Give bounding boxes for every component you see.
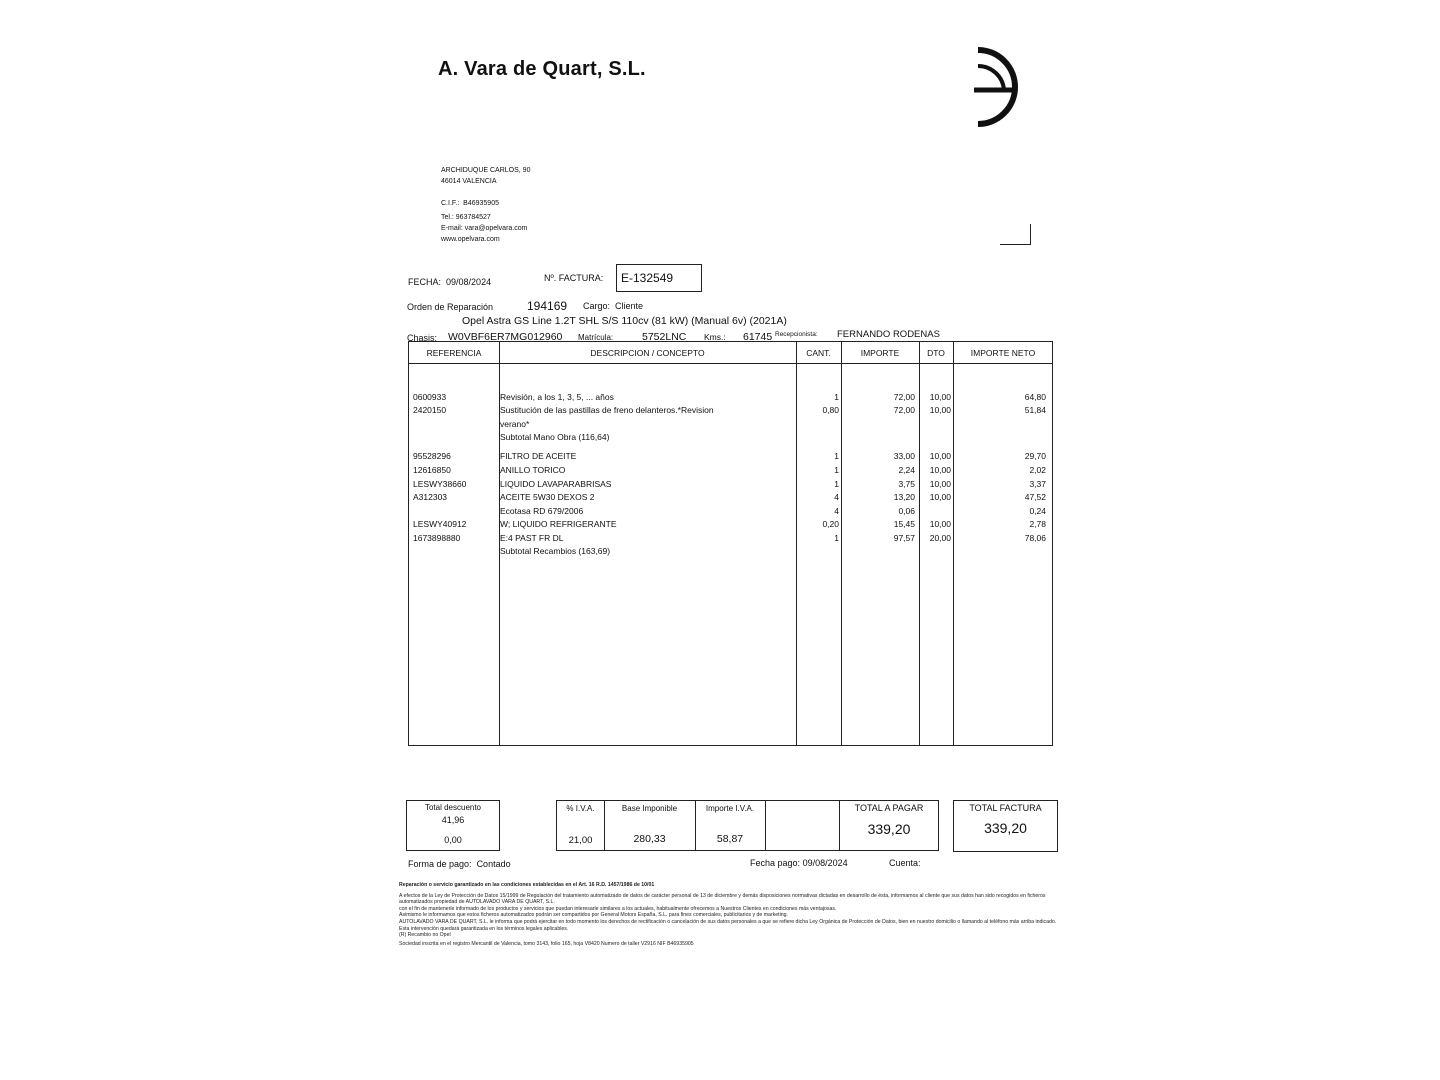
cell-ref: 1673898880 xyxy=(413,533,461,543)
chasis-label: Chasis: xyxy=(407,333,438,343)
legal-line: con el fin de mantenerle informado de los productos y servicios que puedan interesarle similares a los actuales, habitualmente ofrecemos a Nuestros Clientes en condiciones más ventajosas. xyxy=(399,905,837,912)
cell-desc: ACEITE 5W30 DEXOS 2 xyxy=(500,492,595,502)
cell-neto: 51,84 xyxy=(1024,405,1046,415)
cell-dto: 20,00 xyxy=(929,533,951,543)
chasis: W0VBF6ER7MG012960 xyxy=(448,331,563,343)
address-tel: Tel.: 963784527 xyxy=(441,214,491,221)
kms: 61745 xyxy=(743,331,773,343)
cargo: Cargo: Cliente xyxy=(583,301,644,311)
cell-ref: 2420150 xyxy=(413,405,447,415)
cell-cant: 0,80 xyxy=(822,405,839,415)
cell-ref: A312303 xyxy=(413,492,448,502)
iva-pct-label: % I.V.A. xyxy=(566,804,595,813)
descuento-value-1: 41,96 xyxy=(441,815,465,825)
matricula-label: Matrícula: xyxy=(578,333,614,342)
cell-cant: 1 xyxy=(834,479,839,489)
address-email: E-mail: vara@opelvara.com xyxy=(441,225,528,232)
cell-importe: 97,57 xyxy=(893,533,915,543)
matricula: 5752LNC xyxy=(642,331,687,343)
cell-neto: 3,37 xyxy=(1029,479,1046,489)
total-factura-label: TOTAL FACTURA xyxy=(969,803,1042,813)
cell-neto: 78,06 xyxy=(1024,533,1046,543)
cell-importe: 3,75 xyxy=(898,479,915,489)
total-pagar: 339,20 xyxy=(867,821,911,837)
cell-desc: W; LIQUIDO REFRIGERANTE xyxy=(500,519,617,529)
base-label: Base Imponible xyxy=(621,804,678,813)
cell-desc: FILTRO DE ACEITE xyxy=(500,451,577,461)
importe-iva: 58,87 xyxy=(716,833,744,845)
fecha-pago: Fecha pago: 09/08/2024 xyxy=(750,858,848,868)
cell-desc: Ecotasa RD 679/2006 xyxy=(500,506,584,516)
recepcionista: FERNANDO RODENAS xyxy=(837,329,940,340)
cell-neto: 2,78 xyxy=(1029,519,1046,529)
cell-cant: 1 xyxy=(834,533,839,543)
cell-importe: 72,00 xyxy=(893,392,915,402)
address-street: ARCHIDUQUE CARLOS, 90 xyxy=(441,167,531,174)
cell-dto: 10,00 xyxy=(929,479,951,489)
kms-label: Kms.: xyxy=(704,332,726,342)
cell-importe: 0,06 xyxy=(898,506,915,516)
header-descripcion: DESCRIPCION / CONCEPTO xyxy=(590,348,705,358)
total-factura-box xyxy=(953,800,1058,852)
cell-dto: 10,00 xyxy=(929,405,951,415)
base-value: 280,33 xyxy=(633,833,666,845)
cell-neto: 47,52 xyxy=(1024,492,1046,502)
orden-label: Orden de Reparación xyxy=(407,302,494,312)
cell-desc: Revisión, a los 1, 3, 5, ... años xyxy=(500,392,614,402)
opel-logo-icon xyxy=(968,44,1024,130)
cell-cant: 0,20 xyxy=(822,519,839,529)
address-city: 46014 VALENCIA xyxy=(441,178,497,185)
cell-cant: 4 xyxy=(834,492,839,502)
total-factura: 339,20 xyxy=(984,820,1027,836)
total-pagar-label: TOTAL A PAGAR xyxy=(854,803,924,813)
cell-dto: 10,00 xyxy=(929,451,951,461)
cell-importe: 72,00 xyxy=(893,405,915,415)
cell-desc: ANILLO TORICO xyxy=(500,465,566,475)
fecha: FECHA: 09/08/2024 xyxy=(408,277,492,287)
cell-importe: 2,24 xyxy=(898,465,915,475)
vehicle: Opel Astra GS Line 1.2T SHL S/S 110cv (81 kW) (Manual 6v) (2021A) xyxy=(462,315,787,327)
cell-neto: 2,02 xyxy=(1029,465,1046,475)
cell-desc: LIQUIDO LAVAPARABRISAS xyxy=(500,479,612,489)
cell-ref: 95528296 xyxy=(413,451,451,461)
corner-mark xyxy=(1000,224,1031,245)
address-cif: C.I.F.: B46935905 xyxy=(441,200,499,207)
cell-cant: 1 xyxy=(834,392,839,402)
iva-pct: 21,00 xyxy=(568,835,593,846)
cell-ref: 12616850 xyxy=(413,465,451,475)
legal-line: Sociedad inscrita en el registro Mercantil de Valencia, tomo 3143, folio 165, hoja V8420 Numero de taller V2916 NIF B46935905 xyxy=(399,940,694,947)
cell-importe: 33,00 xyxy=(893,451,915,461)
cell-importe: 13,20 xyxy=(893,492,915,502)
cell-neto: 0,24 xyxy=(1029,506,1046,516)
cell-cant: 1 xyxy=(834,465,839,475)
cell-importe: 15,45 xyxy=(893,519,915,529)
legal-line: AUTOLAVADO VARA DE QUART, S.L. le informa que podrá ejercitar en todo momento los derechos de rectificación o cancelación de sus datos personales a que se refiere dicha Ley Orgánica de Protección de Datos, bien en nuestro domicilio o llamando al teléfono más arriba indicado. xyxy=(399,918,1057,925)
descuento-label: Total descuento xyxy=(424,803,482,812)
header-cant: CANT. xyxy=(806,348,831,358)
descuento-box xyxy=(406,800,500,851)
cell-dto: 10,00 xyxy=(929,492,951,502)
legal-line: Reparación o servicio garantizado en las condiciones establecidas en el Art. 16 R.D. 1457/1986 de 10/01 xyxy=(399,882,655,888)
cell-dto: 10,00 xyxy=(929,465,951,475)
company-name: A. Vara de Quart, S.L. xyxy=(438,58,646,80)
legal-text xyxy=(399,882,1059,947)
header-neto: IMPORTE NETO xyxy=(970,348,1036,358)
cell-desc: E:4 PAST FR DL xyxy=(500,533,564,543)
header-importe: IMPORTE xyxy=(860,348,900,358)
cell-ref: LESWY38660 xyxy=(413,479,467,489)
cell-desc: Subtotal Mano Obra (116,64) xyxy=(500,432,610,442)
legal-line: Asimismo le informamos que estos ficheros automatizados podrán ser compartidos por General Motors España, S.L. para fines comerciales, publicitarios y de marketing. xyxy=(399,912,788,919)
cell-desc: verano* xyxy=(500,419,530,429)
iva-box xyxy=(556,800,939,851)
forma-pago: Forma de pago: Contado xyxy=(408,859,511,869)
cell-dto: 10,00 xyxy=(929,519,951,529)
factura-label: Nº. FACTURA: xyxy=(544,273,604,283)
descuento-value-2: 0,00 xyxy=(444,835,462,845)
cell-dto: 10,00 xyxy=(929,392,951,402)
cell-desc: Subtotal Recambios (163,69) xyxy=(500,546,611,556)
importe-iva-label: Importe I.V.A. xyxy=(705,804,755,813)
legal-line: (R) Recambio no Opel xyxy=(399,932,451,939)
legal-line: Esta intervención quedará garantizada en los términos legales aplicables. xyxy=(399,925,569,932)
cell-ref: 0600933 xyxy=(413,392,447,402)
factura-number: E-132549 xyxy=(616,264,702,292)
legal-line: A efectos de la Ley de Protección de Datos 15/1999 de Regulación del tratamiento automatizado de datos de carácter personal de 13 de diciembre y demás disposiciones normativas dictadas en desarrollo de ésta, informamos al cliente que sus datos han sido recogidos en ficheros automatizados propiedad de AUTOLAVADO VARA DE QUART, S.L. xyxy=(399,892,1046,906)
address-web: www.opelvara.com xyxy=(441,236,500,243)
items-table xyxy=(408,341,1053,746)
cell-ref: LESWY40912 xyxy=(413,519,467,529)
header-referencia: REFERENCIA xyxy=(426,348,482,358)
cuenta-label: Cuenta: xyxy=(889,858,921,868)
recepcionista-label: Recepcionista: xyxy=(775,331,818,338)
header-dto: DTO xyxy=(927,348,945,358)
cell-desc: Sustitución de las pastillas de freno delanteros.*Revision xyxy=(500,405,714,415)
cell-cant: 4 xyxy=(834,506,839,516)
cell-neto: 29,70 xyxy=(1024,451,1046,461)
cell-neto: 64,80 xyxy=(1024,392,1046,402)
cell-cant: 1 xyxy=(834,451,839,461)
orden-number: 194169 xyxy=(527,299,568,313)
